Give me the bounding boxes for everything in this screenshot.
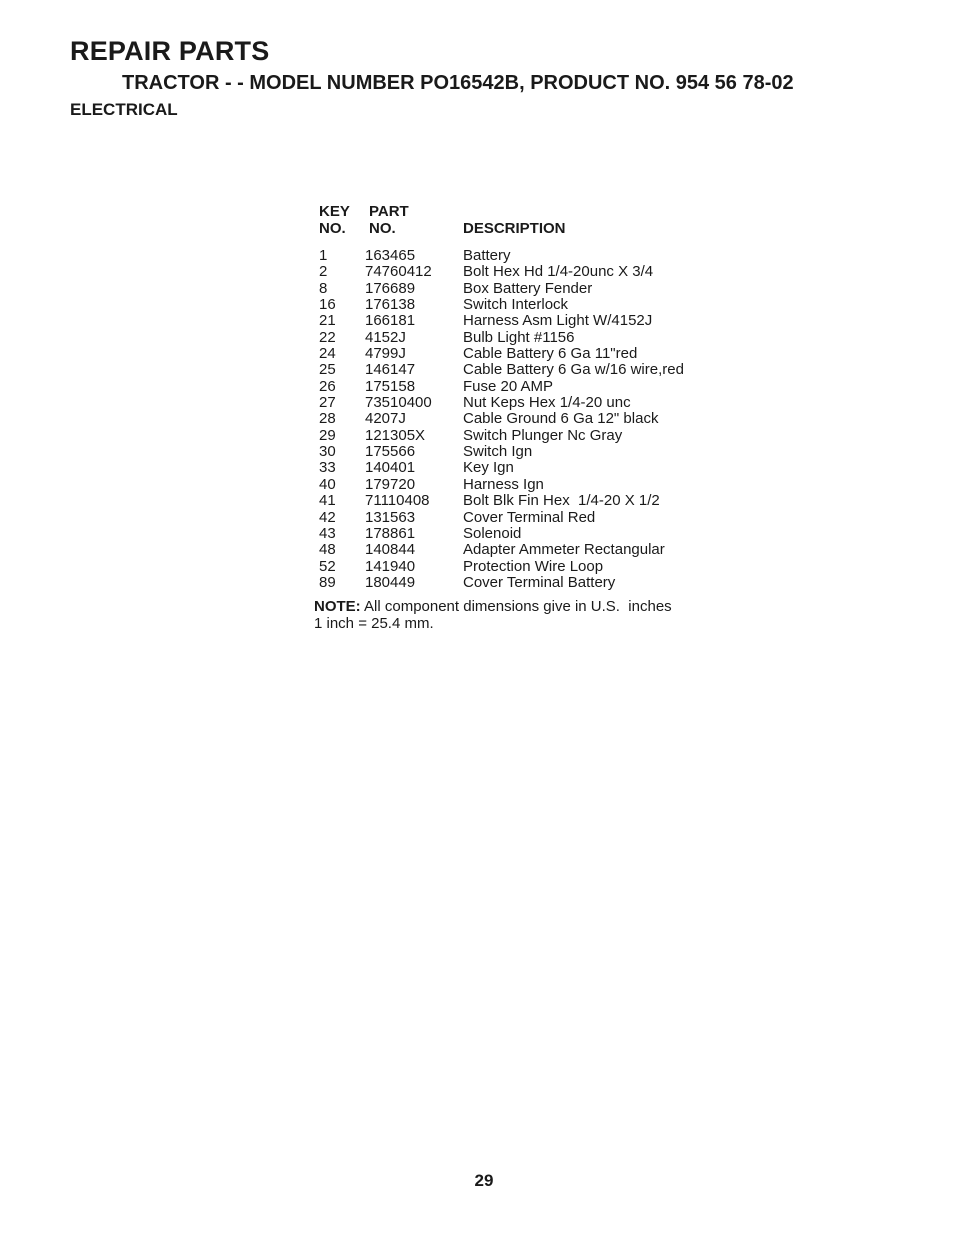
part-no: 163465	[365, 247, 416, 264]
dimensions-note	[314, 599, 734, 632]
part-description: Adapter Ammeter Rectangular	[463, 541, 665, 559]
table-row	[319, 477, 719, 493]
table-row	[319, 575, 719, 591]
note-line2: 1 inch = 25.4 mm.	[314, 614, 434, 632]
key-no: 89	[319, 573, 336, 591]
part-no: 175158	[365, 377, 416, 395]
part-no: 175566	[365, 443, 416, 461]
table-row	[319, 346, 719, 362]
part-no: 4799J	[365, 345, 406, 363]
key-no: 8	[319, 279, 328, 297]
part-no: 180449	[365, 573, 416, 591]
part-description: Switch Ign	[463, 443, 533, 461]
note-line1: All component dimensions give in U.S. inches	[364, 598, 672, 615]
part-header-line1: PART	[369, 203, 409, 220]
part-description: Battery	[463, 247, 511, 264]
part-description: Box Battery Fender	[463, 279, 593, 297]
key-no: 40	[319, 475, 336, 493]
part-no: 176138	[365, 296, 416, 314]
key-no: 1	[319, 247, 328, 264]
key-header-line1: KEY	[319, 203, 350, 220]
section-heading: ELECTRICAL	[70, 100, 178, 119]
key-no: 42	[319, 508, 336, 526]
part-description: Switch Plunger Nc Gray	[463, 426, 623, 444]
part-description: Solenoid	[463, 524, 522, 542]
part-no: 179720	[365, 475, 416, 493]
table-row	[319, 510, 719, 526]
part-no: 131563	[365, 508, 416, 526]
part-description: Cable Ground 6 Ga 12" black	[463, 410, 659, 428]
key-no: 2	[319, 263, 328, 281]
part-description: Protection Wire Loop	[463, 557, 604, 575]
model-subtitle: TRACTOR - - MODEL NUMBER PO16542B, PRODUCT NO. 954 56 78-02	[122, 72, 794, 94]
part-description: Switch Interlock	[463, 296, 569, 314]
table-row	[319, 395, 719, 411]
part-description: Nut Keps Hex 1/4-20 unc	[463, 394, 631, 412]
parts-rows	[319, 248, 719, 591]
part-no: 74760412	[365, 263, 432, 281]
table-row	[319, 493, 719, 509]
table-row	[319, 379, 719, 395]
part-no: 146147	[365, 361, 416, 379]
table-row	[319, 542, 719, 558]
part-no: 71110408	[365, 492, 430, 510]
parts-table	[319, 204, 719, 591]
part-description: Bulb Light #1156	[463, 328, 575, 346]
key-no: 24	[319, 345, 336, 363]
table-row	[319, 362, 719, 378]
note-label: NOTE:	[314, 598, 361, 615]
parts-table-header	[319, 204, 719, 240]
page-number: 29	[474, 1171, 494, 1190]
part-no: 4152J	[365, 328, 406, 346]
table-row	[319, 411, 719, 427]
part-no: 140401	[365, 459, 416, 477]
part-description: Cover Terminal Red	[463, 508, 596, 526]
part-no: 73510400	[365, 394, 432, 412]
part-description: Harness Asm Light W/4152J	[463, 312, 653, 330]
table-row	[319, 248, 719, 264]
part-description: Cable Battery 6 Ga w/16 wire,red	[463, 361, 684, 379]
part-no: 121305X	[365, 426, 426, 444]
part-description: Cable Battery 6 Ga 11"red	[463, 345, 638, 363]
part-no: 176689	[365, 279, 416, 297]
page-title: REPAIR PARTS	[70, 36, 270, 66]
key-no: 41	[319, 492, 336, 510]
table-row	[319, 330, 719, 346]
key-no: 25	[319, 361, 336, 379]
key-header-line2: NO.	[319, 220, 346, 237]
key-no: 16	[319, 296, 336, 314]
part-no: 140844	[365, 541, 416, 559]
table-row	[319, 264, 719, 280]
table-row	[319, 559, 719, 575]
part-description: Fuse 20 AMP	[463, 377, 554, 395]
key-no: 30	[319, 443, 336, 461]
key-no: 33	[319, 459, 336, 477]
part-no: 141940	[365, 557, 416, 575]
table-row	[319, 444, 719, 460]
key-no: 27	[319, 394, 336, 412]
table-row	[319, 297, 719, 313]
table-row	[319, 460, 719, 476]
table-row	[319, 281, 719, 297]
key-no: 52	[319, 557, 336, 575]
part-description: Harness Ign	[463, 475, 544, 493]
key-no: 28	[319, 410, 336, 428]
key-no: 22	[319, 328, 336, 346]
key-no: 26	[319, 377, 336, 395]
part-description: Bolt Hex Hd 1/4-20unc X 3/4	[463, 263, 654, 281]
part-header-line2: NO.	[369, 220, 396, 237]
description-header: DESCRIPTION	[463, 220, 566, 237]
part-no: 4207J	[365, 410, 406, 428]
part-no: 166181	[365, 312, 416, 330]
table-row	[319, 428, 719, 444]
table-row	[319, 526, 719, 542]
part-description: Cover Terminal Battery	[463, 573, 616, 591]
part-no: 178861	[365, 524, 416, 542]
part-description: Bolt Blk Fin Hex 1/4-20 X 1/2	[463, 492, 660, 510]
key-no: 48	[319, 541, 336, 559]
table-row	[319, 313, 719, 329]
key-no: 29	[319, 426, 336, 444]
part-description: Key Ign	[463, 459, 514, 477]
key-no: 43	[319, 524, 336, 542]
key-no: 21	[319, 312, 336, 330]
